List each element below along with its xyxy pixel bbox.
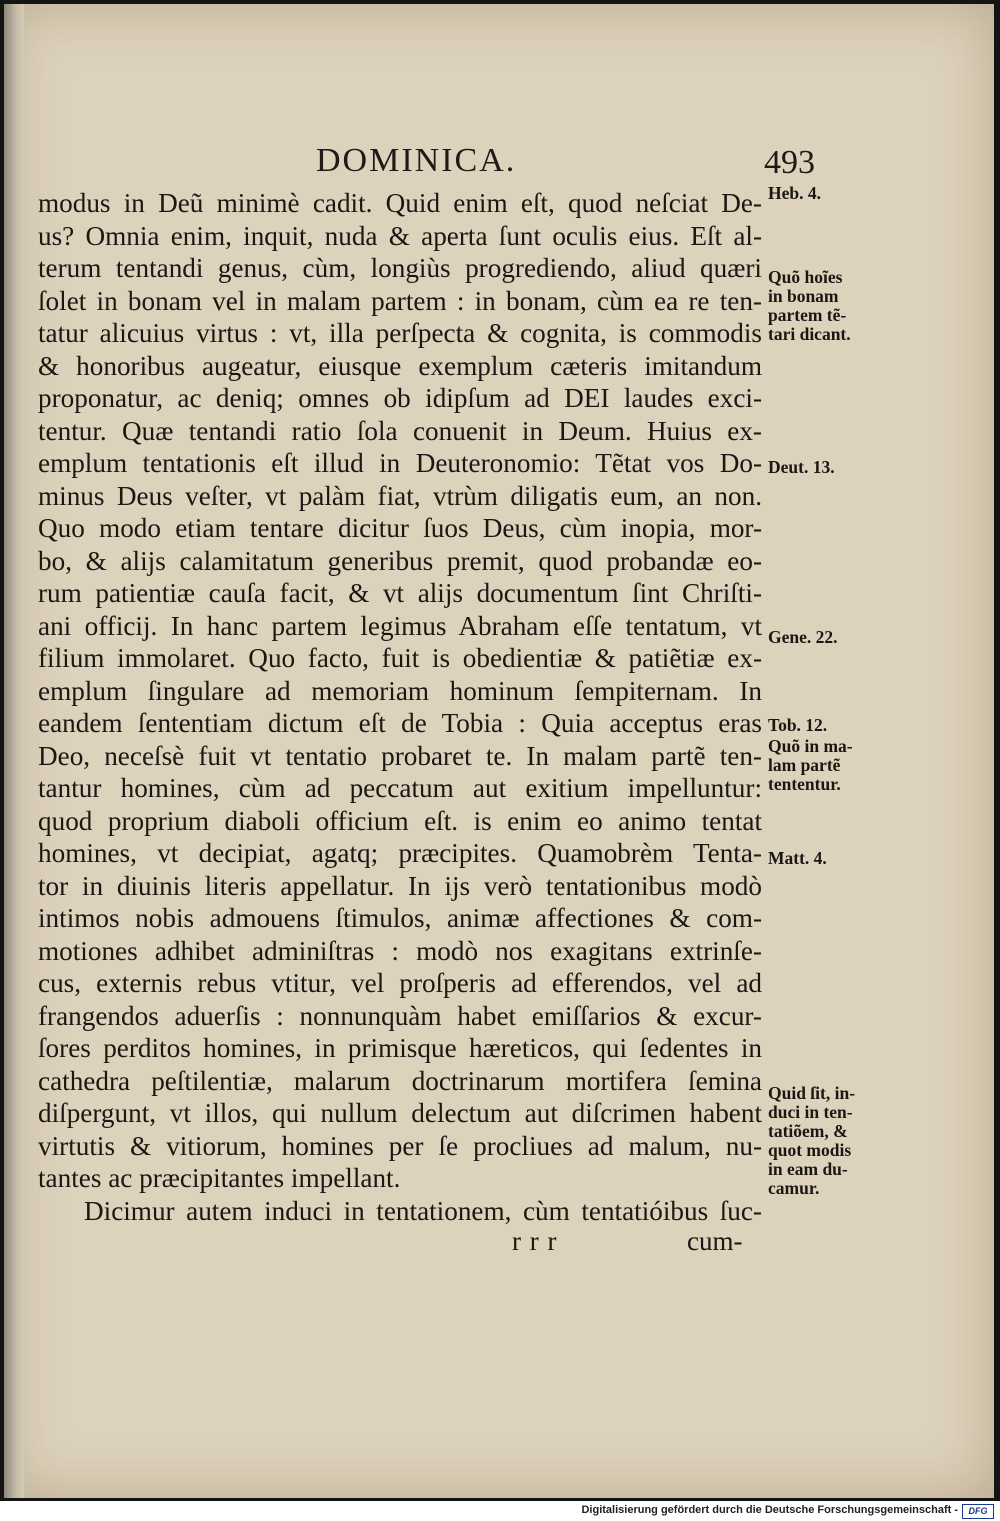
margin-note: Tob. 12. xyxy=(768,715,828,735)
text-line: tatur alicuius virtus : vt, illa perſpecta & cognita, is commodis xyxy=(38,318,762,348)
text-line: frangendos aduerſis : nonnunquàm habet emiſſarios & excur- xyxy=(38,1000,762,1031)
text-line: tentur. Quæ tentandi ratio ſola conuenit in Deum. Huius ex- xyxy=(38,415,762,446)
text-line: intimos nobis admouens ſtimulos, animæ affectiones & com- xyxy=(38,903,762,933)
text-line: tantes ac præcipitantes impellant. xyxy=(38,1163,401,1193)
text-line: filium immolaret. Quo facto, fuit is obedientiæ & patiẽtiæ ex- xyxy=(38,643,762,673)
margin-note: Quid ſit, in- duci in ten- tatiõem, & quot modis in eam du- camur. xyxy=(768,1083,856,1198)
text-line: ſolet in bonam vel in malam partem : in bonam, cùm ea re ten- xyxy=(38,285,762,316)
book-page xyxy=(4,4,994,1498)
text-line: tantur homines, cùm ad peccatum aut exitium impelluntur: xyxy=(38,773,762,803)
text-line: homines, vt decipiat, agatq; præcipites. Quamobrèm Tenta- xyxy=(38,838,762,868)
text-line: Dicimur autem induci in tentationem, cùm tentatióibus ſuc- xyxy=(84,1195,762,1226)
text-line: & honoribus augeatur, eiusque exemplum cæteris imitandum xyxy=(38,350,762,381)
dfg-logo-icon: DFG xyxy=(962,1504,994,1519)
text-line: rum patientiæ cauſa facit, & vt alijs documentum ſint Chriſti- xyxy=(38,578,762,608)
text-line: Quo modo etiam tentare dicitur ſuos Deus, cùm inopia, mor- xyxy=(38,513,762,543)
text-line: cathedra peſtilentiæ, malarum doctrinarum mortifera ſemina xyxy=(38,1065,762,1096)
margin-note: Deut. 13. xyxy=(768,457,835,477)
margin-note: Matt. 4. xyxy=(768,848,827,868)
text-line: bo, & alijs calamitatum generibus premit, quod probandæ eo- xyxy=(38,545,762,576)
signature-mark: r r r xyxy=(512,1226,558,1256)
text-line: virtutis & vitiorum, homines per ſe procliues ad malum, nu- xyxy=(38,1130,762,1161)
text-line: cus, externis rebus vtitur, vel proſperis ad efferendos, vel ad xyxy=(38,968,762,998)
text-line: motiones adhibet adminiſtras : modò nos exagitans extrinſe- xyxy=(38,935,762,966)
text-line: tor in diuinis literis appellatur. In ijs verò tentationibus modò xyxy=(38,870,762,901)
margin-note: Gene. 22. xyxy=(768,627,838,647)
text-line: ſores perditos homines, in primisque hæreticos, qui ſedentes in xyxy=(38,1033,762,1063)
margin-note: Heb. 4. xyxy=(768,183,821,203)
text-line: ani officij. In hanc partem legimus Abraham eſſe tentatum, vt xyxy=(38,610,762,641)
margin-note: Quõ hoĩes in bonam partem tẽ- tari dicant. xyxy=(768,267,851,344)
catchword: cum- xyxy=(687,1226,743,1256)
text-line: us? Omnia enim, inquit, nuda & aperta ſunt oculis eius. Eſt al- xyxy=(38,220,762,251)
text-line: eandem ſententiam dictum eſt de Tobia : Quia acceptus eras xyxy=(38,708,762,738)
page-number: 493 xyxy=(764,144,815,181)
text-line: modus in Deũ minimè cadit. Quid enim eſt, quod neſciat De- xyxy=(38,188,762,218)
running-head: DOMINICA. xyxy=(316,142,517,179)
text-line: proponatur, ac deniq; omnes ob idipſum ad DEI laudes exci- xyxy=(38,383,762,413)
text-line: Deo, neceſsè fuit vt tentatio probaret te. In malam partẽ ten- xyxy=(38,740,762,771)
text-line: minus Deus veſter, vt palàm fiat, vtrùm diligatis eum, an non. xyxy=(38,480,762,511)
text-line: quod proprium diaboli officium eſt. is enim eo animo tentat xyxy=(38,805,762,836)
body-text xyxy=(38,187,762,1227)
text-line: emplum tentationis eſt illud in Deuteronomio: Tẽtat vos Do- xyxy=(38,448,762,478)
funding-credit: Digitalisierung gefördert durch die Deutsche Forschungsgemeinschaft - xyxy=(581,1504,958,1516)
margin-note: Quõ in ma- lam partẽ tententur. xyxy=(768,736,853,794)
text-line: terum tentandi genus, cùm, longiùs progrediendo, aliud quæri xyxy=(38,253,762,283)
text-line: diſpergunt, vt illos, qui nullum delectum aut diſcrimen habent xyxy=(38,1098,762,1128)
book-spine xyxy=(4,4,24,1498)
text-line: emplum ſingulare ad memoriam hominum ſempiternam. In xyxy=(38,675,762,706)
